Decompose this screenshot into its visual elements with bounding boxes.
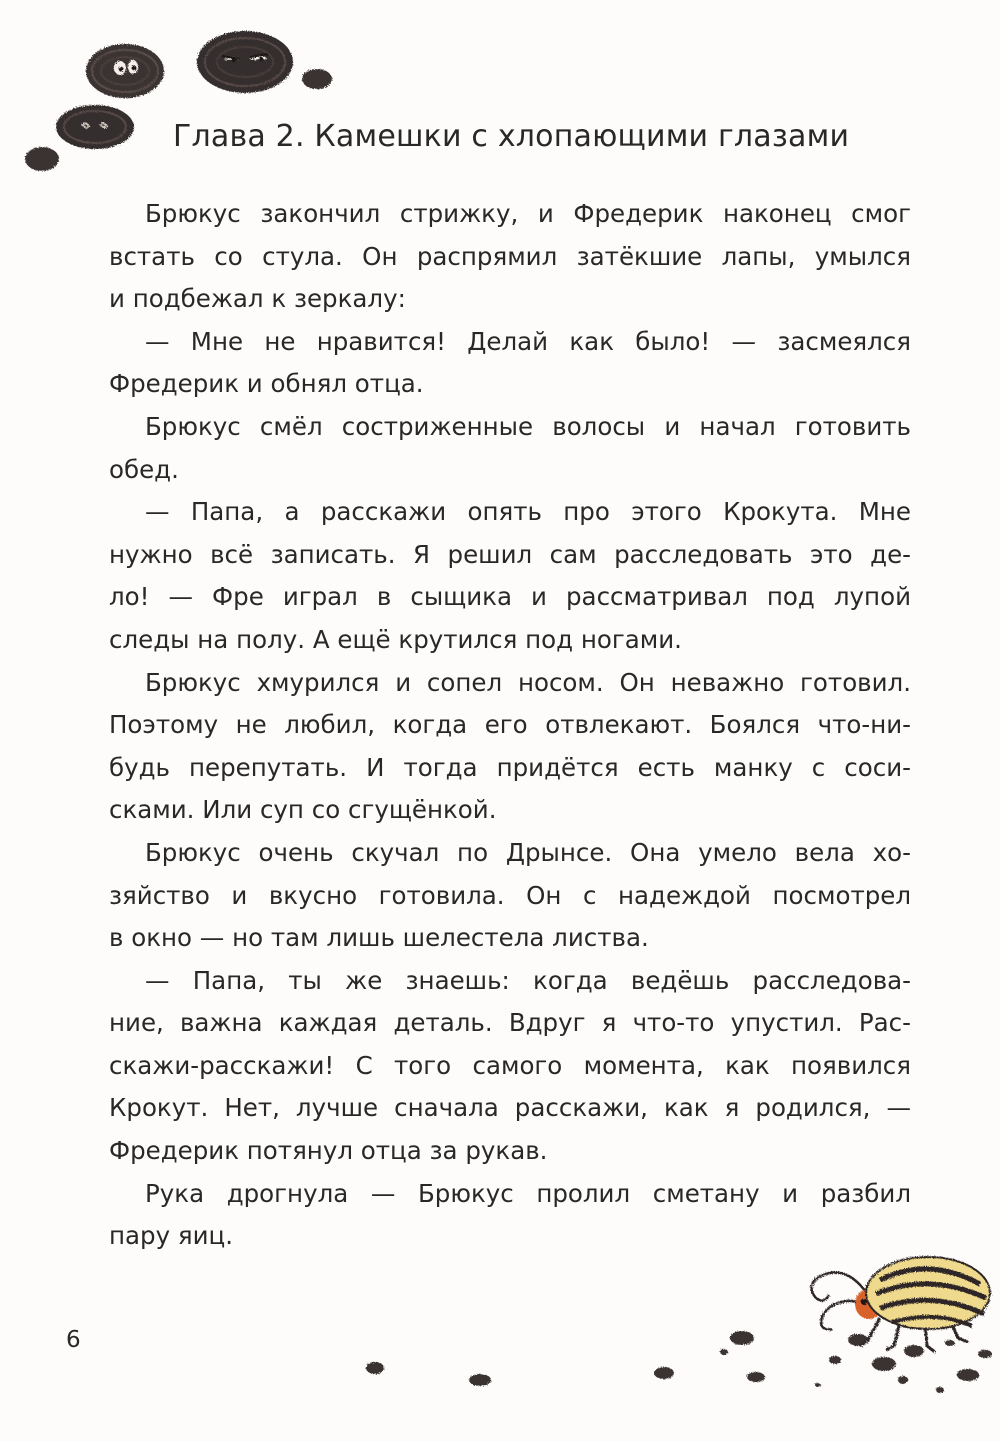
- text-line: — Папа, ты же знаешь: когда ведёшь расследова-: [145, 965, 911, 995]
- text-line: Рука дрогнула — Брюкус пролил сметану и разбил: [145, 1178, 911, 1208]
- paragraph-1: [109, 193, 911, 321]
- beetle: [811, 1257, 990, 1352]
- text-line: скажи-расскажи! С того самого момента, как появился: [109, 1050, 911, 1080]
- pebble-creature-1: [86, 44, 164, 98]
- text-line: зяйство и вкусно готовила. Он с надеждой посмотрел: [109, 880, 911, 910]
- text-line: Фредерик потянул отца за рукав.: [109, 1136, 548, 1166]
- text-line: Брюкус очень скучал по Дрынсе. Она умело вела хо-: [145, 837, 911, 867]
- text-line: Брюкус закончил стрижку, и Фредерик наконец смог: [145, 199, 911, 228]
- text-line: ние, важна каждая деталь. Вдруг я что-то упустил. Рас-: [109, 1008, 911, 1038]
- story-text: [109, 193, 911, 1258]
- text-line: следы на полу. А ещё крутился под ногами.: [109, 624, 682, 654]
- text-line: в окно — но там лишь шелестела листва.: [109, 923, 649, 953]
- text-line: — Папа, а расскажи опять про этого Крокута. Мне: [145, 497, 911, 527]
- text-line: Фредерик и обнял отца.: [109, 369, 424, 399]
- page-number: 6: [66, 1327, 81, 1353]
- text-line: — Мне не нравится! Делай как было! — засмеялся: [145, 326, 911, 356]
- text-line: будь перепутать. И тогда придётся есть манку с соси-: [109, 752, 911, 782]
- striped-beetle-illustration: [0, 1240, 1000, 1441]
- pebble-small-2: [25, 147, 59, 171]
- paragraph-3: [109, 406, 911, 491]
- pebble-creature-2: [197, 31, 293, 93]
- text-line: ло! — Фре играл в сыщика и рассматривал под лупой: [109, 582, 911, 612]
- text-line: встать со стула. Он распрямил затёкшие лапы, умылся: [109, 241, 911, 271]
- text-line: Крокут. Нет, лучше сначала расскажи, как я родился, —: [109, 1093, 911, 1123]
- text-line: Поэтому не любил, когда его отвлекают. Боялся что-ни-: [109, 710, 911, 740]
- text-line: и подбежал к зеркалу:: [109, 284, 406, 314]
- paragraph-6: [109, 832, 911, 960]
- chapter-title: Глава 2. Камешки с хлопающими глазами: [173, 119, 850, 154]
- text-line: сками. Или суп со сгущёнкой.: [109, 795, 497, 825]
- paragraph-4: [109, 491, 911, 661]
- paragraph-7: [109, 960, 911, 1173]
- text-line: обед.: [109, 454, 179, 484]
- pebble-small-1: [302, 69, 332, 89]
- paragraph-2: [109, 321, 911, 406]
- pebble-creature-3: [56, 105, 134, 149]
- text-line: Брюкус смёл состриженные волосы и начал готовить: [145, 411, 911, 441]
- text-line: пару яиц.: [109, 1221, 233, 1251]
- text-line: нужно всё записать. Я решил сам расследовать это де-: [109, 539, 911, 569]
- pebble-creatures-illustration: [0, 0, 360, 200]
- dirt-crumbs: [366, 1331, 992, 1393]
- text-line: Брюкус хмурился и сопел носом. Он неважно готовил.: [145, 667, 911, 697]
- paragraph-5: [109, 662, 911, 832]
